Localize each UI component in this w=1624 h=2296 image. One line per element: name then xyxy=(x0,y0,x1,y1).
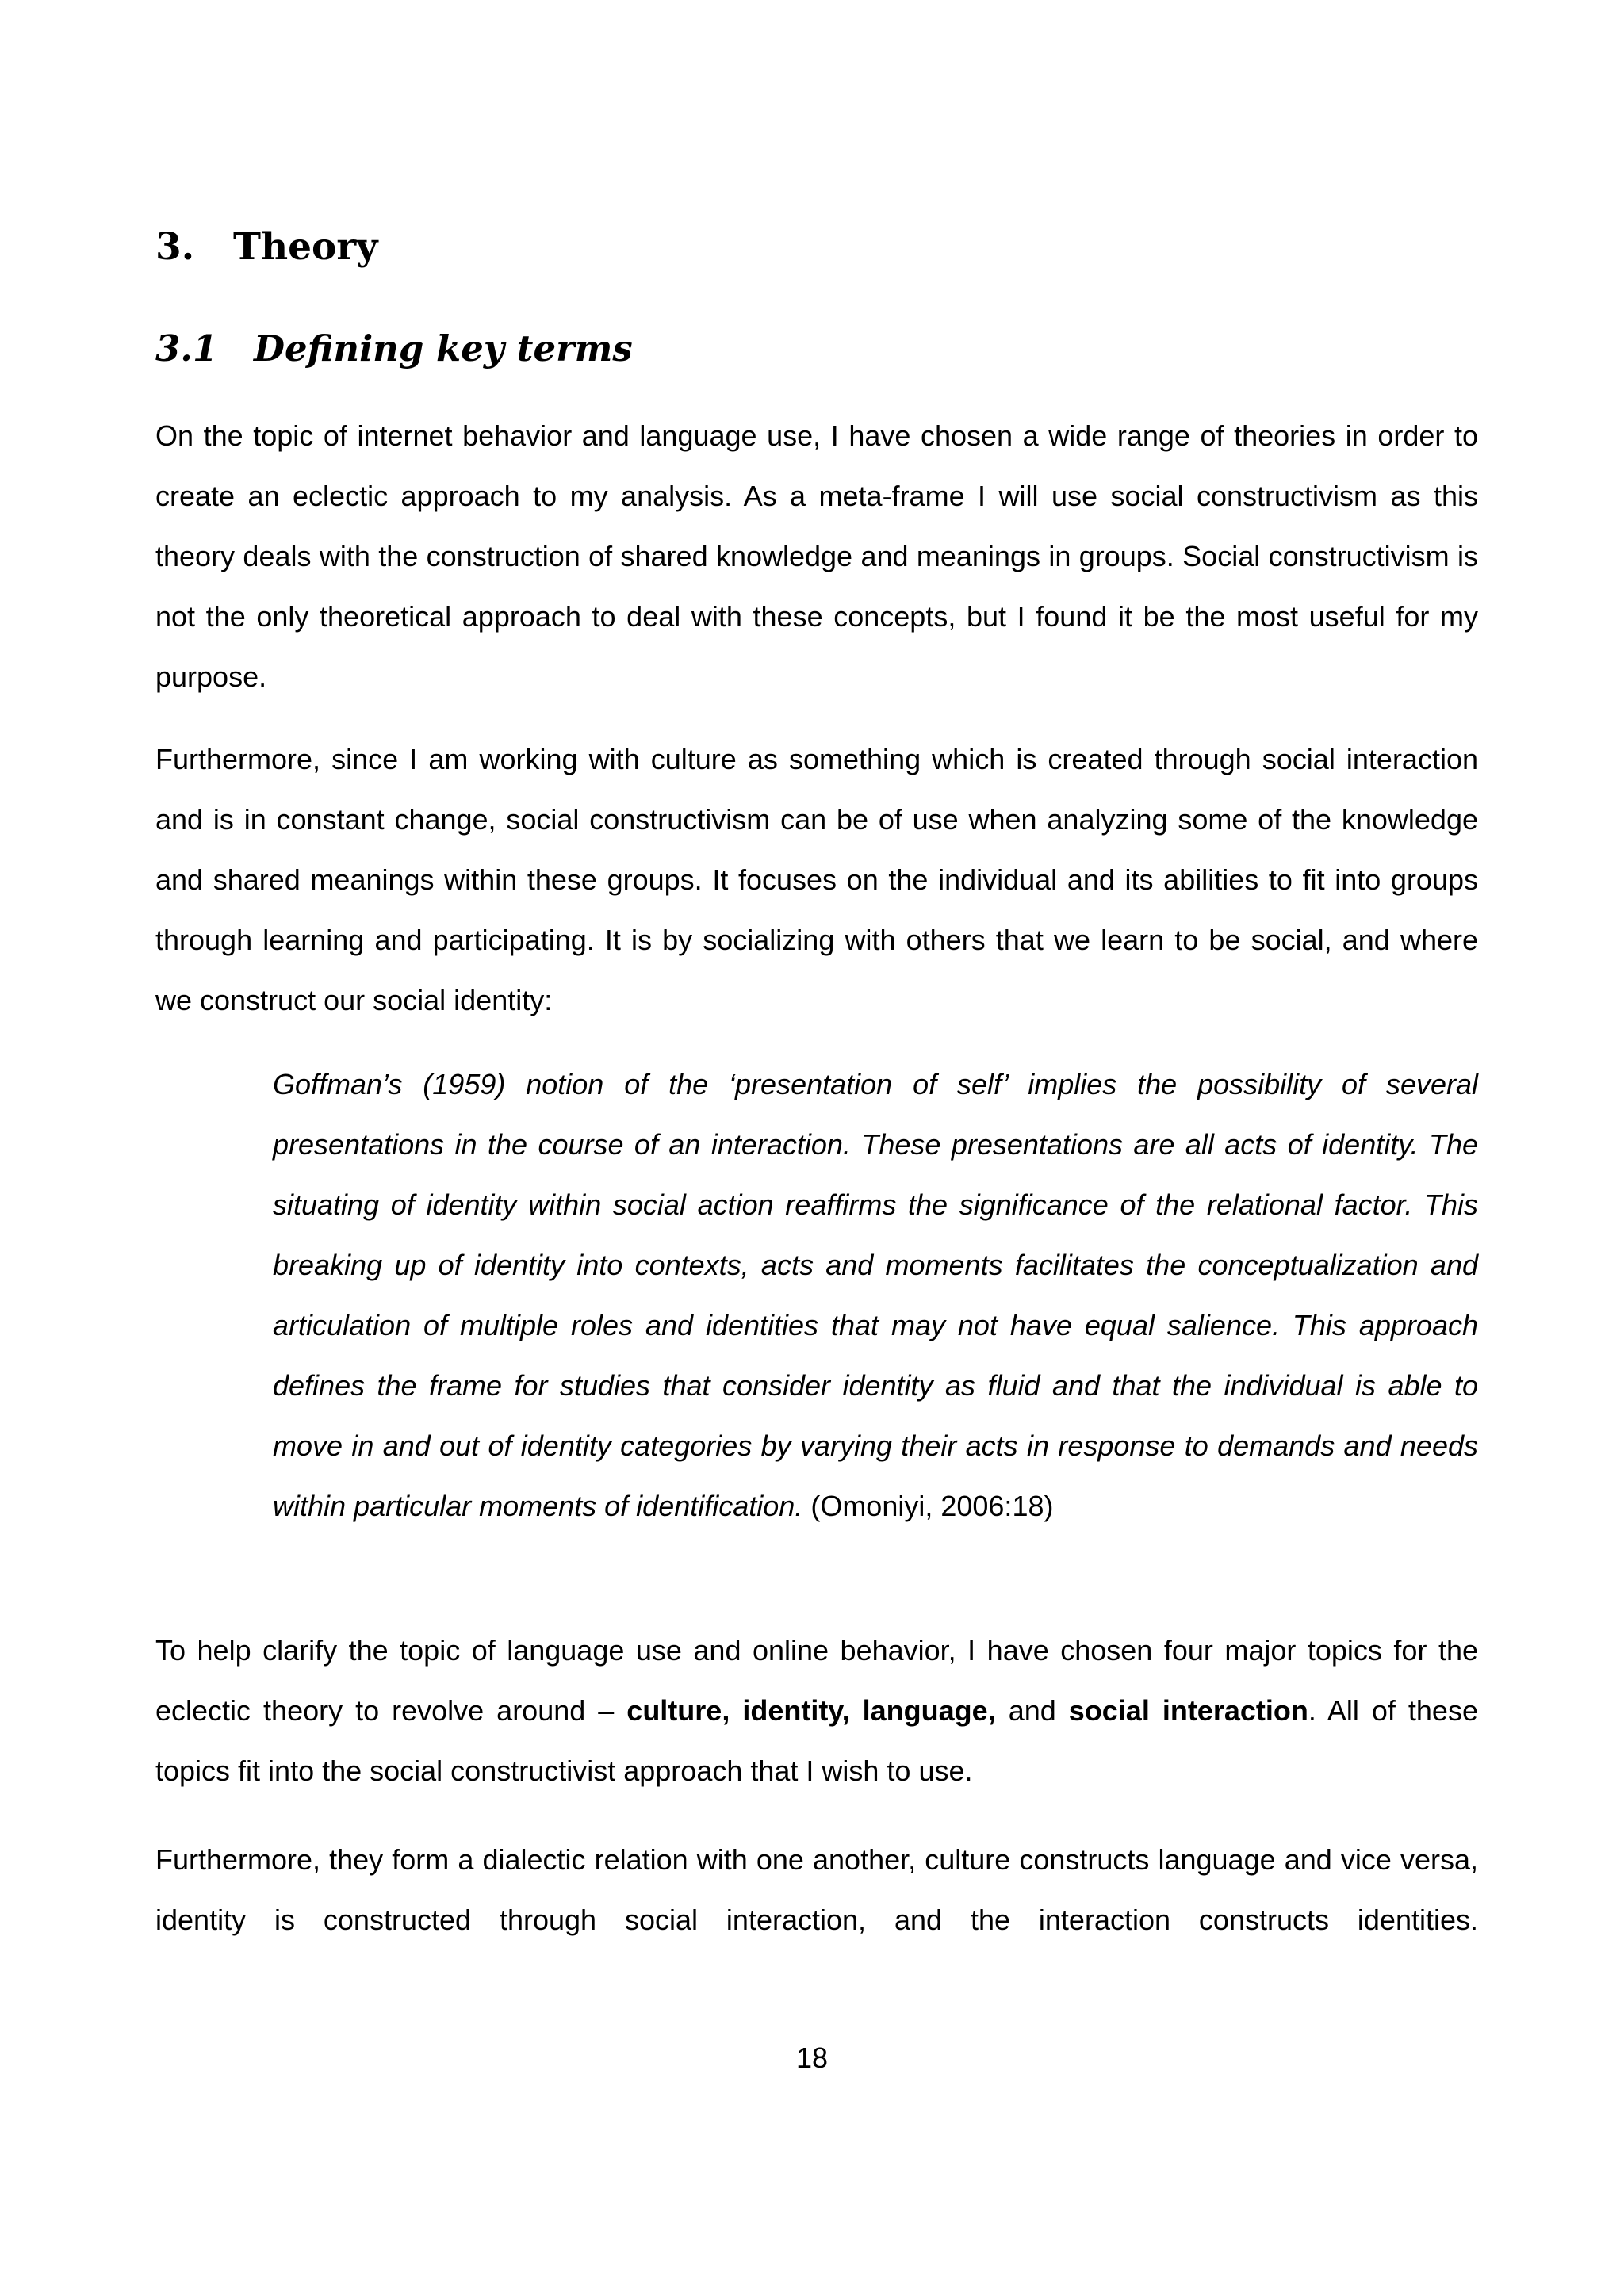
paragraph-dialectic: Furthermore, they form a dialectic relation with one another, culture constructs language and vice versa, identity is constructed through social interaction, and the interaction constructs identities. xyxy=(155,1843,1478,1936)
subsection-heading xyxy=(155,325,633,373)
topics-bold-social-interaction: social interaction xyxy=(1068,1694,1308,1727)
section-title: Theory xyxy=(233,225,378,269)
topics-text-after: . All of these topics fit into the social constructivist approach that I wish to use. xyxy=(155,1694,1478,1787)
paragraph-culture: Furthermore, since I am working with culture as something which is created through social interaction and is in constant change, social constructivism can be of use when analyzing some of the knowledge and shared meanings within these groups. It focuses on the individual and its abilities to fit into groups through learning and participating. It is by socializing with others that we learn to be social, and where we construct our social identity: xyxy=(155,743,1478,1016)
topics-text-middle: and xyxy=(995,1694,1069,1727)
paragraph-topics xyxy=(155,1621,1478,1801)
quote-text: Goffman’s (1959) notion of the ‘presentation of self’ implies the possibility of several presentations in the course of an interaction. These presentations are all acts of identity. The situating of identity within social action reaffirms the significance of the relational factor. This breaking up of identity into contexts, acts and moments facilitates the conceptualization and articulation of multiple roles and identities that may not have equal salience. This approach defines the frame for studies that consider identity as fluid and that the individual is able to move in and out of identity categories by varying their acts in response to demands and needs within particular moments of identification. xyxy=(273,1068,1478,1522)
block-quote xyxy=(273,1054,1478,1536)
topics-text-before: To help clarify the topic of language use and online behavior, I have chosen four major topics for the eclectic theory to revolve around – xyxy=(155,1634,1478,1727)
paragraph-intro: On the topic of internet behavior and language use, I have chosen a wide range of theories in order to create an eclectic approach to my analysis. As a meta-frame I will use social constructivism as this theory deals with the construction of shared knowledge and meanings in groups. Social constructivism is not the only theoretical approach to deal with these concepts, but I found it be the most useful for my purpose. xyxy=(155,419,1478,693)
quote-citation: (Omoniyi, 2006:18) xyxy=(810,1490,1054,1522)
page-number: 18 xyxy=(795,2042,829,2074)
subsection-title: Defining key terms xyxy=(254,327,633,369)
topics-bold-terms: culture, identity, language, xyxy=(626,1694,996,1727)
section-number: 3. xyxy=(155,225,195,269)
subsection-number: 3.1 xyxy=(155,327,218,369)
section-heading xyxy=(155,224,377,271)
